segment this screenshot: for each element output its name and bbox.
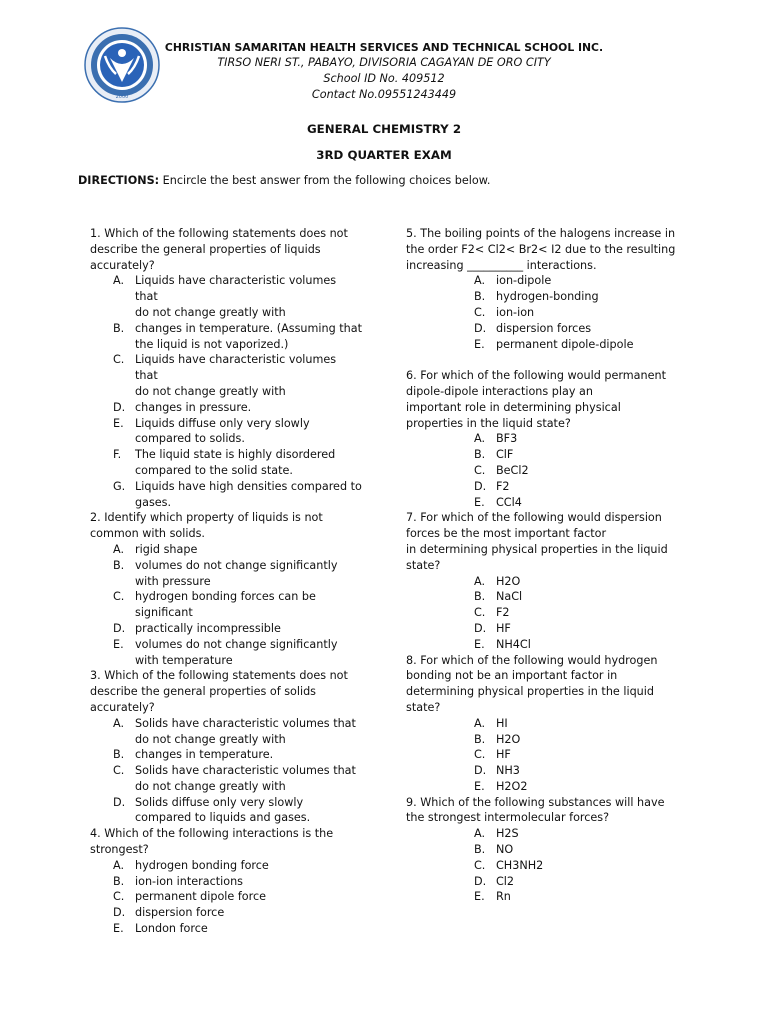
choice-text bbox=[496, 732, 520, 748]
answer-choice[interactable] bbox=[90, 889, 362, 905]
choice-text-line: practically incompressible bbox=[135, 621, 281, 635]
answer-choice[interactable] bbox=[90, 747, 362, 763]
choice-letter: A. bbox=[474, 716, 486, 730]
choice-text-line: H2O2 bbox=[496, 779, 528, 793]
choice-text-line: BeCl2 bbox=[496, 463, 529, 477]
choice-letter: E. bbox=[113, 416, 124, 430]
answer-choice[interactable] bbox=[90, 763, 362, 795]
answer-choice[interactable] bbox=[406, 889, 682, 905]
question-text: common with solids. bbox=[90, 527, 205, 541]
choice-text bbox=[496, 889, 511, 905]
answer-choice[interactable] bbox=[406, 826, 682, 842]
question-text: accurately? bbox=[90, 258, 155, 272]
question-text: describe the general properties of solids bbox=[90, 685, 317, 699]
answer-choice[interactable] bbox=[90, 542, 362, 558]
answer-choice[interactable] bbox=[90, 273, 362, 320]
choice-text-line: the liquid is not vaporized.) bbox=[135, 337, 289, 351]
choice-letter: B. bbox=[474, 290, 486, 304]
choice-letter: A. bbox=[474, 827, 486, 841]
choice-letter: A. bbox=[113, 542, 125, 556]
choice-text-line: ion-ion interactions bbox=[135, 874, 244, 888]
choice-text-line: do not change greatly with bbox=[135, 732, 286, 746]
questions-right-column bbox=[406, 226, 682, 905]
question-text: 6. For which of the following would permanent bbox=[406, 369, 666, 383]
choice-text-line: ion-dipole bbox=[496, 274, 552, 288]
choice-letter: F. bbox=[113, 448, 122, 462]
choice-text-line: compared to liquids and gases. bbox=[135, 811, 311, 825]
choice-text bbox=[135, 352, 362, 399]
choice-text-line: H2O bbox=[496, 732, 521, 746]
question-text: properties in the liquid state? bbox=[406, 416, 571, 430]
choice-text-line: gases. bbox=[135, 495, 172, 509]
answer-choice[interactable] bbox=[90, 795, 362, 827]
choice-text bbox=[135, 321, 362, 353]
question-text: state? bbox=[406, 558, 441, 572]
choice-letter: B. bbox=[474, 732, 486, 746]
choice-text bbox=[496, 273, 551, 289]
choice-text-line: rigid shape bbox=[135, 542, 198, 556]
choice-text-line: Liquids have characteristic volumes that bbox=[135, 353, 337, 383]
question-text: 4. Which of the following interactions is the bbox=[90, 827, 334, 841]
choice-letter: E. bbox=[474, 337, 485, 351]
choice-letter: D. bbox=[113, 906, 126, 920]
choice-letter: B. bbox=[113, 558, 125, 572]
choice-text-line: Rn bbox=[496, 890, 511, 904]
answer-choice[interactable] bbox=[90, 479, 362, 511]
choice-text-line: Solids have characteristic volumes that bbox=[135, 716, 356, 730]
choice-text bbox=[496, 605, 510, 621]
answer-choices bbox=[406, 574, 682, 653]
choice-letter: B. bbox=[113, 874, 125, 888]
choice-text bbox=[135, 589, 362, 621]
choice-text bbox=[135, 716, 362, 748]
question-9 bbox=[406, 795, 682, 906]
choice-text-line: London force bbox=[135, 922, 208, 936]
choice-text-line: dispersion force bbox=[135, 906, 225, 920]
question-6 bbox=[406, 368, 682, 510]
choice-text bbox=[496, 574, 520, 590]
subject-title: GENERAL CHEMISTRY 2 bbox=[306, 122, 462, 136]
choice-letter: B. bbox=[113, 321, 125, 335]
choice-letter: D. bbox=[474, 321, 487, 335]
answer-choice[interactable] bbox=[406, 842, 682, 858]
choice-text bbox=[496, 431, 517, 447]
choice-text-line: do not change greatly with bbox=[135, 384, 286, 398]
question-text: 2. Identify which property of liquids is not bbox=[90, 511, 323, 525]
choice-text-line: Solids have characteristic volumes that bbox=[135, 764, 356, 778]
choice-text bbox=[135, 874, 362, 890]
question-text: the order F2< Cl2< Br2< I2 due to the resulting bbox=[406, 242, 676, 256]
answer-choice[interactable] bbox=[90, 637, 362, 669]
question-text: state? bbox=[406, 700, 441, 714]
choice-text-line: with pressure bbox=[135, 574, 211, 588]
choice-text bbox=[496, 842, 513, 858]
answer-choice[interactable] bbox=[90, 716, 362, 748]
choice-text bbox=[496, 826, 519, 842]
choice-letter: D. bbox=[474, 764, 487, 778]
choice-text-line: hydrogen bonding force bbox=[135, 858, 269, 872]
choice-letter: C. bbox=[474, 463, 486, 477]
question-3 bbox=[90, 668, 362, 826]
answer-choice[interactable] bbox=[406, 747, 682, 763]
choice-text-line: F2 bbox=[496, 479, 510, 493]
choice-text-line: volumes do not change significantly bbox=[135, 637, 338, 651]
choice-text bbox=[135, 400, 362, 416]
choice-letter: E. bbox=[113, 922, 124, 936]
choice-text-line: H2O bbox=[496, 574, 521, 588]
choice-text bbox=[496, 763, 520, 779]
choice-text bbox=[496, 858, 543, 874]
choice-text bbox=[135, 921, 362, 937]
choice-text-line: NO bbox=[496, 843, 514, 857]
choice-text-line: NaCl bbox=[496, 590, 523, 604]
choice-text-line: volumes do not change significantly bbox=[135, 558, 338, 572]
choice-text-line: CH3NH2 bbox=[496, 858, 544, 872]
choice-text-line: ion-ion bbox=[496, 305, 535, 319]
answer-choices bbox=[406, 826, 682, 905]
choice-letter: E. bbox=[474, 779, 485, 793]
choice-text bbox=[135, 558, 362, 590]
choice-text bbox=[135, 479, 362, 511]
answer-choice[interactable] bbox=[90, 400, 362, 416]
choice-text bbox=[496, 289, 599, 305]
choice-text-line: compared to solids. bbox=[135, 432, 245, 446]
choice-text bbox=[135, 447, 362, 479]
question-2 bbox=[90, 510, 362, 668]
choice-text-line: F2 bbox=[496, 606, 510, 620]
answer-choice[interactable] bbox=[90, 621, 362, 637]
answer-choice[interactable] bbox=[406, 716, 682, 732]
choice-letter: B. bbox=[113, 748, 125, 762]
choice-letter: A. bbox=[113, 858, 125, 872]
choice-text bbox=[496, 321, 591, 337]
question-text: describe the general properties of liquids bbox=[90, 242, 321, 256]
answer-choices bbox=[90, 716, 362, 827]
choice-text bbox=[496, 716, 508, 732]
choice-letter: B. bbox=[474, 448, 486, 462]
choice-text-line: Liquids have high densities compared to bbox=[135, 479, 362, 493]
question-8 bbox=[406, 653, 682, 795]
choice-text bbox=[496, 447, 513, 463]
answer-choice[interactable] bbox=[406, 589, 682, 605]
choice-text-line: H2S bbox=[496, 827, 519, 841]
answer-choice[interactable] bbox=[90, 858, 362, 874]
question-4 bbox=[90, 826, 362, 937]
directions-text: Encircle the best answer from the following choices below. bbox=[159, 174, 491, 187]
directions-label: DIRECTIONS: bbox=[78, 174, 160, 187]
choice-letter: C. bbox=[474, 748, 486, 762]
choice-text-line: NH4Cl bbox=[496, 637, 531, 651]
contact-number: Contact No.09551243449 bbox=[311, 88, 457, 101]
answer-choices bbox=[406, 431, 682, 510]
answer-choice[interactable] bbox=[406, 605, 682, 621]
choice-letter: C. bbox=[474, 305, 486, 319]
choice-text-line: with temperature bbox=[135, 653, 233, 667]
answer-choice[interactable] bbox=[90, 558, 362, 590]
choice-letter: A. bbox=[113, 274, 125, 288]
choice-text-line: ClF bbox=[496, 448, 514, 462]
school-name: CHRISTIAN SAMARITAN HEALTH SERVICES AND TECHNICAL SCHOOL INC. bbox=[164, 41, 604, 54]
answer-choice[interactable] bbox=[406, 289, 682, 305]
school-id: School ID No. 409512 bbox=[323, 72, 445, 85]
choice-text bbox=[135, 795, 362, 827]
choice-text-line: CCl4 bbox=[496, 495, 522, 509]
answer-choice[interactable] bbox=[406, 273, 682, 289]
choice-letter: B. bbox=[474, 843, 486, 857]
choice-letter: E. bbox=[474, 495, 485, 509]
answer-choice[interactable] bbox=[406, 637, 682, 653]
answer-choice[interactable] bbox=[406, 858, 682, 874]
choice-letter: C. bbox=[474, 606, 486, 620]
answer-choice[interactable] bbox=[406, 495, 682, 511]
choice-letter: E. bbox=[113, 637, 124, 651]
answer-choice[interactable] bbox=[406, 621, 682, 637]
directions bbox=[78, 173, 490, 189]
answer-choice[interactable] bbox=[406, 321, 682, 337]
question-text: 3. Which of the following statements does not bbox=[90, 669, 348, 683]
question-text: dipole-dipole interactions play an bbox=[406, 384, 593, 398]
choice-letter: G. bbox=[113, 479, 126, 493]
choice-text-line: HI bbox=[496, 716, 508, 730]
choice-letter: C. bbox=[113, 590, 125, 604]
choice-text-line: do not change greatly with bbox=[135, 305, 286, 319]
choice-text bbox=[135, 621, 362, 637]
choice-text bbox=[496, 305, 534, 321]
choice-letter: C. bbox=[113, 890, 125, 904]
choice-text bbox=[496, 463, 529, 479]
answer-choice[interactable] bbox=[406, 305, 682, 321]
choice-text-line: compared to the solid state. bbox=[135, 463, 293, 477]
question-text: strongest? bbox=[90, 843, 149, 857]
choice-letter: D. bbox=[474, 621, 487, 635]
answer-choice[interactable] bbox=[406, 732, 682, 748]
choice-text-line: HF bbox=[496, 621, 511, 635]
answer-choice[interactable] bbox=[90, 874, 362, 890]
choice-text bbox=[496, 874, 514, 890]
choice-text bbox=[135, 763, 362, 795]
choice-text bbox=[135, 273, 362, 320]
choice-letter: A. bbox=[474, 574, 486, 588]
question-text: the strongest intermolecular forces? bbox=[406, 811, 610, 825]
questions-left-column bbox=[90, 226, 362, 937]
choice-letter: C. bbox=[113, 353, 125, 367]
question-text: determining physical properties in the liquid bbox=[406, 685, 654, 699]
choice-letter: A. bbox=[474, 432, 486, 446]
choice-text bbox=[135, 889, 362, 905]
choice-text-line: dispersion forces bbox=[496, 321, 592, 335]
choice-text bbox=[135, 542, 362, 558]
choice-letter: D. bbox=[474, 479, 487, 493]
question-7 bbox=[406, 510, 682, 652]
exam-title: 3RD QUARTER EXAM bbox=[316, 148, 452, 162]
answer-choices bbox=[406, 716, 682, 795]
choice-letter: C. bbox=[113, 764, 125, 778]
answer-choice[interactable] bbox=[406, 431, 682, 447]
question-text: important role in determining physical bbox=[406, 400, 621, 414]
choice-letter: A. bbox=[113, 716, 125, 730]
choice-text bbox=[496, 621, 511, 637]
logo-year: 2000 bbox=[115, 94, 129, 100]
choice-text bbox=[496, 747, 511, 763]
choice-text-line: NH3 bbox=[496, 764, 520, 778]
answer-choice[interactable] bbox=[90, 447, 362, 479]
choice-letter: A. bbox=[474, 274, 486, 288]
answer-choice[interactable] bbox=[90, 589, 362, 621]
choice-letter: D. bbox=[113, 400, 126, 414]
question-1 bbox=[90, 226, 362, 510]
answer-choice[interactable] bbox=[406, 337, 682, 353]
choice-text bbox=[496, 589, 522, 605]
answer-choice[interactable] bbox=[406, 447, 682, 463]
choice-text-line: Liquids diffuse only very slowly bbox=[135, 416, 310, 430]
question-text: increasing __________ interactions. bbox=[406, 258, 597, 272]
question-text: in determining physical properties in the liquid bbox=[406, 542, 668, 556]
choice-text-line: permanent dipole force bbox=[135, 890, 267, 904]
question-5 bbox=[406, 226, 682, 368]
answer-choice[interactable] bbox=[90, 352, 362, 399]
choice-text-line: Cl2 bbox=[496, 874, 515, 888]
question-text: 5. The boiling points of the halogens increase in bbox=[406, 227, 676, 240]
answer-choice[interactable] bbox=[406, 574, 682, 590]
answer-choice[interactable] bbox=[90, 321, 362, 353]
answer-choice[interactable] bbox=[406, 874, 682, 890]
choice-text bbox=[135, 905, 362, 921]
question-text: 1. Which of the following statements does not bbox=[90, 227, 348, 240]
question-text: 8. For which of the following would hydrogen bbox=[406, 653, 658, 667]
choice-text-line: Liquids have characteristic volumes that bbox=[135, 274, 337, 304]
answer-choice[interactable] bbox=[406, 463, 682, 479]
choice-text bbox=[135, 637, 362, 669]
choice-text-line: BF3 bbox=[496, 432, 518, 446]
question-text: 9. Which of the following substances will have bbox=[406, 795, 665, 809]
choice-letter: D. bbox=[113, 795, 126, 809]
choice-text-line: changes in temperature. bbox=[135, 748, 274, 762]
choice-text bbox=[496, 495, 522, 511]
choice-text bbox=[135, 747, 362, 763]
choice-text-line: permanent dipole-dipole bbox=[496, 337, 634, 351]
choice-letter: E. bbox=[474, 637, 485, 651]
choice-text-line: do not change greatly with bbox=[135, 779, 286, 793]
question-text: 7. For which of the following would dispersion bbox=[406, 511, 662, 525]
choice-text-line: hydrogen bonding forces can be bbox=[135, 590, 316, 604]
choice-letter: B. bbox=[474, 590, 486, 604]
choice-text-line: changes in temperature. (Assuming that bbox=[135, 321, 362, 335]
answer-choices bbox=[90, 542, 362, 668]
choice-letter: D. bbox=[474, 874, 487, 888]
choice-text bbox=[135, 858, 362, 874]
choice-text bbox=[496, 637, 531, 653]
choice-text-line: hydrogen-bonding bbox=[496, 290, 599, 304]
answer-choice[interactable] bbox=[90, 416, 362, 448]
question-text: accurately? bbox=[90, 700, 155, 714]
choice-text-line: The liquid state is highly disordered bbox=[135, 448, 336, 462]
school-address: TIRSO NERI ST., PABAYO, DIVISORIA CAGAYAN DE ORO CITY bbox=[217, 56, 551, 69]
choice-text-line: Solids diffuse only very slowly bbox=[135, 795, 304, 809]
answer-choice[interactable] bbox=[406, 479, 682, 495]
choice-text bbox=[496, 779, 527, 795]
choice-text-line: HF bbox=[496, 748, 511, 762]
choice-text bbox=[496, 337, 633, 353]
answer-choices bbox=[90, 858, 362, 937]
answer-choices bbox=[406, 273, 682, 352]
choice-letter: D. bbox=[113, 621, 126, 635]
question-text: bonding not be an important factor in bbox=[406, 669, 618, 683]
answer-choice[interactable] bbox=[90, 921, 362, 937]
choice-text bbox=[496, 479, 510, 495]
choice-text-line: significant bbox=[135, 606, 193, 620]
answer-choice[interactable] bbox=[90, 905, 362, 921]
answer-choices bbox=[90, 273, 362, 510]
answer-choice[interactable] bbox=[406, 763, 682, 779]
choice-letter: E. bbox=[474, 890, 485, 904]
question-text: forces be the most important factor bbox=[406, 527, 607, 541]
choice-text bbox=[135, 416, 362, 448]
answer-choice[interactable] bbox=[406, 779, 682, 795]
choice-text-line: changes in pressure. bbox=[135, 400, 252, 414]
choice-letter: C. bbox=[474, 858, 486, 872]
